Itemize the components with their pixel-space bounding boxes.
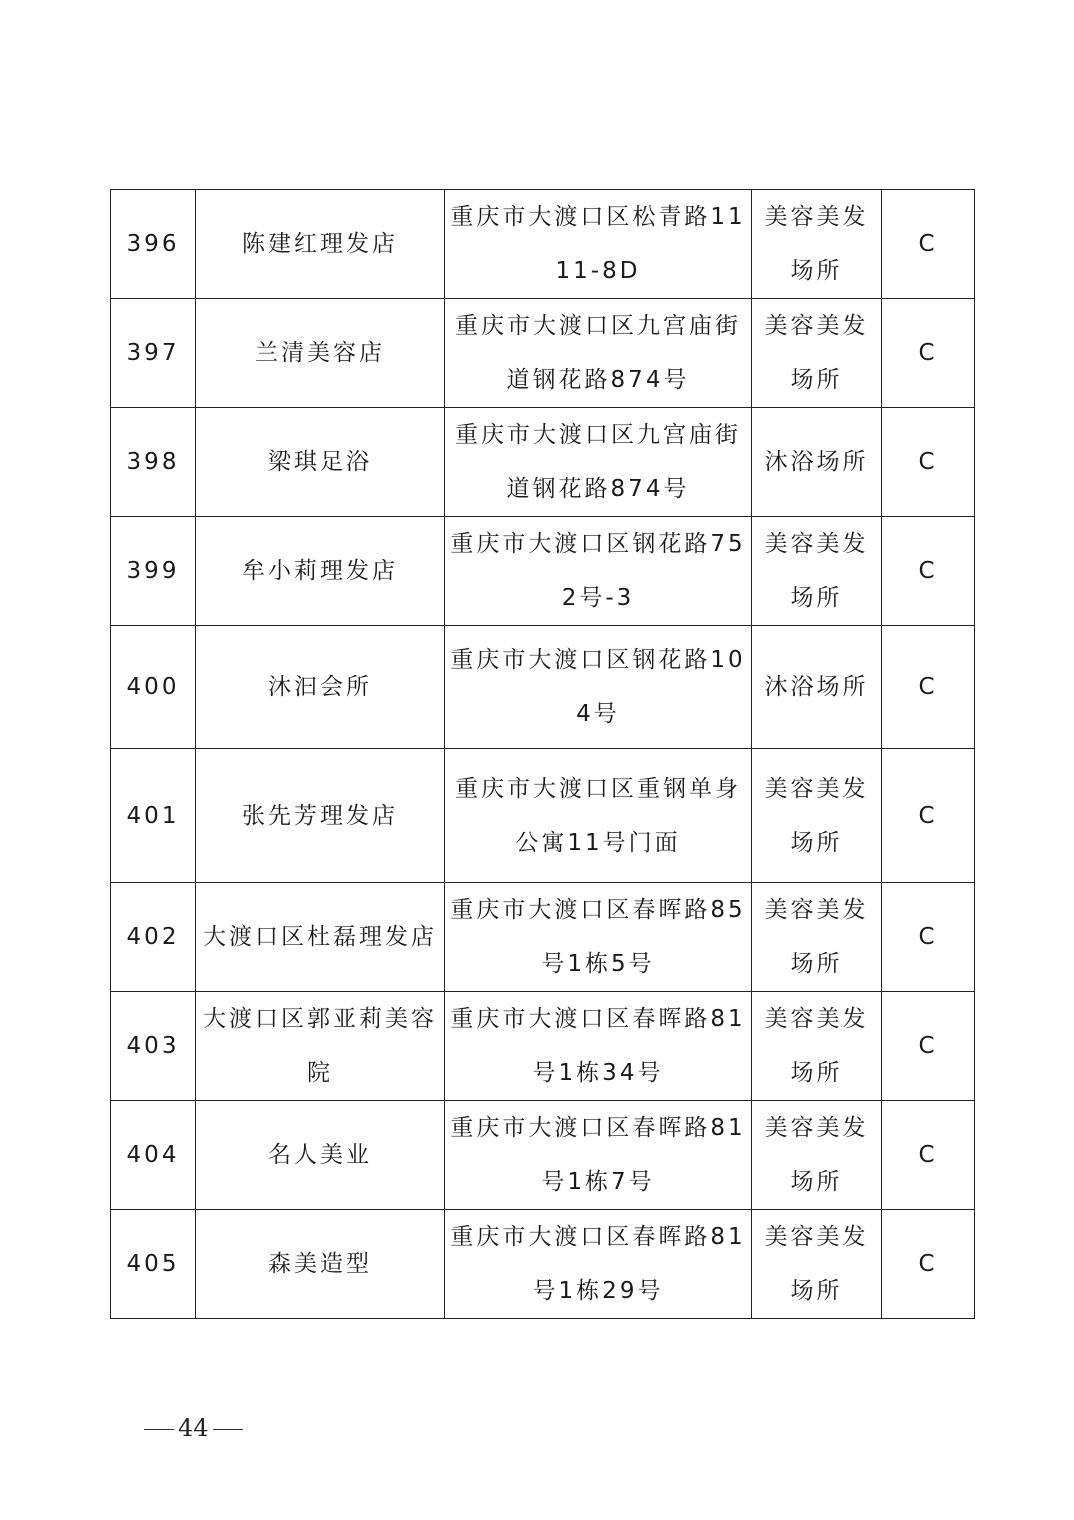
grade: C bbox=[882, 299, 975, 408]
business-type: 美容美发场所 bbox=[752, 190, 882, 299]
grade: C bbox=[882, 190, 975, 299]
table-row bbox=[111, 299, 975, 408]
grade: C bbox=[882, 626, 975, 749]
row-number: 405 bbox=[111, 1210, 196, 1319]
business-address: 重庆市大渡口区钢花路104号 bbox=[445, 626, 752, 749]
business-type: 美容美发场所 bbox=[752, 299, 882, 408]
grade: C bbox=[882, 1210, 975, 1319]
row-number: 400 bbox=[111, 626, 196, 749]
row-number: 404 bbox=[111, 1101, 196, 1210]
dash-left bbox=[144, 1429, 174, 1430]
table-row bbox=[111, 1210, 975, 1319]
table-row bbox=[111, 190, 975, 299]
table-body bbox=[111, 190, 975, 1319]
dash-right bbox=[213, 1429, 243, 1430]
row-number: 399 bbox=[111, 517, 196, 626]
grade: C bbox=[882, 883, 975, 992]
business-address: 重庆市大渡口区重钢单身公寓11号门面 bbox=[445, 749, 752, 883]
grade: C bbox=[882, 749, 975, 883]
page-number bbox=[140, 1412, 247, 1444]
business-type: 美容美发场所 bbox=[752, 749, 882, 883]
grade: C bbox=[882, 408, 975, 517]
business-address: 重庆市大渡口区九宫庙街道钢花路874号 bbox=[445, 299, 752, 408]
row-number: 401 bbox=[111, 749, 196, 883]
business-type: 沐浴场所 bbox=[752, 626, 882, 749]
business-name: 兰清美容店 bbox=[196, 299, 445, 408]
business-name: 沐汩会所 bbox=[196, 626, 445, 749]
establishment-table bbox=[110, 189, 975, 1319]
table-row bbox=[111, 749, 975, 883]
table-row bbox=[111, 992, 975, 1101]
row-number: 402 bbox=[111, 883, 196, 992]
business-name: 梁琪足浴 bbox=[196, 408, 445, 517]
business-name: 陈建红理发店 bbox=[196, 190, 445, 299]
business-name: 大渡口区郭亚莉美容院 bbox=[196, 992, 445, 1101]
business-name: 牟小莉理发店 bbox=[196, 517, 445, 626]
business-type: 美容美发场所 bbox=[752, 883, 882, 992]
business-type: 美容美发场所 bbox=[752, 992, 882, 1101]
table-row bbox=[111, 883, 975, 992]
business-name: 张先芳理发店 bbox=[196, 749, 445, 883]
business-address: 重庆市大渡口区九宫庙街道钢花路874号 bbox=[445, 408, 752, 517]
page-number-value: 44 bbox=[178, 1414, 209, 1442]
business-address: 重庆市大渡口区春晖路81号1栋7号 bbox=[445, 1101, 752, 1210]
business-type: 美容美发场所 bbox=[752, 1101, 882, 1210]
table-row bbox=[111, 517, 975, 626]
row-number: 396 bbox=[111, 190, 196, 299]
table-row bbox=[111, 408, 975, 517]
business-address: 重庆市大渡口区钢花路752号-3 bbox=[445, 517, 752, 626]
business-address: 重庆市大渡口区春晖路81号1栋34号 bbox=[445, 992, 752, 1101]
grade: C bbox=[882, 992, 975, 1101]
business-address: 重庆市大渡口区松青路1111-8D bbox=[445, 190, 752, 299]
business-type: 沐浴场所 bbox=[752, 408, 882, 517]
business-name: 大渡口区杜磊理发店 bbox=[196, 883, 445, 992]
business-address: 重庆市大渡口区春晖路85号1栋5号 bbox=[445, 883, 752, 992]
business-name: 森美造型 bbox=[196, 1210, 445, 1319]
business-type: 美容美发场所 bbox=[752, 517, 882, 626]
table-row bbox=[111, 626, 975, 749]
business-address: 重庆市大渡口区春晖路81号1栋29号 bbox=[445, 1210, 752, 1319]
business-name: 名人美业 bbox=[196, 1101, 445, 1210]
row-number: 403 bbox=[111, 992, 196, 1101]
grade: C bbox=[882, 517, 975, 626]
row-number: 397 bbox=[111, 299, 196, 408]
table-row bbox=[111, 1101, 975, 1210]
business-type: 美容美发场所 bbox=[752, 1210, 882, 1319]
row-number: 398 bbox=[111, 408, 196, 517]
grade: C bbox=[882, 1101, 975, 1210]
